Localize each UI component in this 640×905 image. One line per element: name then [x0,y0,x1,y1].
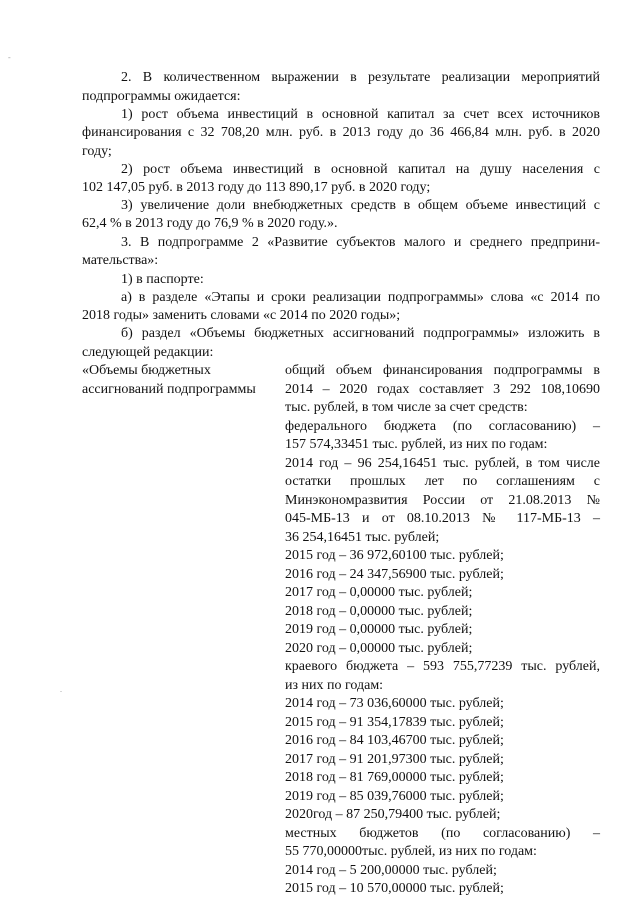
funding-detail-line: местных бюджетов (по согласованию) – [285,826,600,841]
funding-detail-line: 2017 год – 0,00000 тыс. рублей; [285,585,473,600]
funding-detail-line: 2015 год – 36 972,60100 тыс. рублей; [285,548,504,563]
funding-detail-line: 2014 год – 5 200,00000 тыс. рублей; [285,863,497,878]
funding-detail-line: 157 574,33451 тыс. рублей, из них по годам: [285,437,548,452]
funding-detail-line: 2016 год – 84 103,46700 тыс. рублей; [285,733,504,748]
margin-mark: . [60,685,62,694]
funding-detail-line: 2016 год – 24 347,56900 тыс. рублей; [285,567,504,582]
funding-detail-line: 2014 – 2020 годах составляет 3 292 108,10690 [285,382,600,397]
paragraph-line: 2. В количественном выражении в результате реализации мероприятий [121,70,600,85]
funding-detail-line: 2018 год – 0,00000 тыс. рублей; [285,604,473,619]
funding-detail-line: из них по годам: [285,678,384,693]
margin-mark: - [8,53,11,62]
paragraph-line: 2018 годы» заменить словами «с 2014 по 2020 годы»; [82,308,401,323]
funding-detail-line: 55 770,00000тыс. рублей, из них по годам: [285,844,537,859]
paragraph-line: году; [82,144,112,159]
paragraph-line: 3) увеличение доли внебюджетных средств в общем объеме инвестиций с [121,198,600,213]
paragraph-line: 1) рост объема инвестиций в основной капитал за счет всех источников [121,107,600,122]
funding-detail-line: 2020год – 87 250,79400 тыс. рублей; [285,807,501,822]
paragraph-line: а) в разделе «Этапы и сроки реализации подпрограммы» слова «с 2014 по [121,290,600,305]
paragraph-line: финансирования с 32 708,20 млн. руб. в 2013 году до 36 466,84 млн. руб. в 2020 [82,125,600,140]
funding-detail-line: 2019 год – 85 039,76000 тыс. рублей; [285,789,504,804]
funding-detail-line: Минэкономразвития России от 21.08.2013 № [285,493,600,508]
paragraph-line: мательства»: [82,253,159,268]
left-column-line: «Объемы бюджетных [82,363,211,378]
funding-detail-line: 2019 год – 0,00000 тыс. рублей; [285,622,473,637]
paragraph-line: подпрограммы ожидается: [82,89,241,104]
funding-detail-line: общий объем финансирования подпрограммы в [285,363,600,378]
funding-detail-line: 2015 год – 91 354,17839 тыс. рублей; [285,715,504,730]
paragraph-line: следующей редакции: [82,345,214,360]
funding-detail-line: остатки прошлых лет по соглашениям с [285,474,600,489]
paragraph-line: 3. В подпрограмме 2 «Развитие субъектов малого и среднего предприни- [121,235,600,250]
funding-detail-line: 045-МБ-13 и от 08.10.2013 № 117-МБ-13 – [285,511,600,526]
funding-detail-line: 36 254,16451 тыс. рублей; [285,530,440,545]
funding-detail-line: краевого бюджета – 593 755,77239 тыс. рублей, [285,659,600,674]
paragraph-line: б) раздел «Объемы бюджетных ассигнований подпрограммы» изложить в [121,326,600,341]
funding-detail-line: 2015 год – 10 570,00000 тыс. рублей; [285,881,504,896]
left-column-line: ассигнований подпрограммы [82,382,256,397]
funding-detail-line: 2014 год – 96 254,16451 тыс. рублей, в том числе [285,456,600,471]
funding-detail-line: 2014 год – 73 036,60000 тыс. рублей; [285,696,504,711]
paragraph-line: 2) рост объема инвестиций в основной капитал на душу населения с [121,162,600,177]
paragraph-line: 62,4 % в 2013 году до 76,9 % в 2020 году.». [82,216,338,231]
paragraph-line: 102 147,05 руб. в 2013 году до 113 890,17 руб. в 2020 году; [82,180,431,195]
funding-detail-line: тыс. рублей, в том числе за счет средств: [285,400,528,415]
funding-detail-line: 2018 год – 81 769,00000 тыс. рублей; [285,770,504,785]
funding-detail-line: федерального бюджета (по согласованию) – [285,419,600,434]
funding-detail-line: 2017 год – 91 201,97300 тыс. рублей; [285,752,504,767]
funding-detail-line: 2020 год – 0,00000 тыс. рублей; [285,641,473,656]
paragraph-line: 1) в паспорте: [121,272,204,287]
